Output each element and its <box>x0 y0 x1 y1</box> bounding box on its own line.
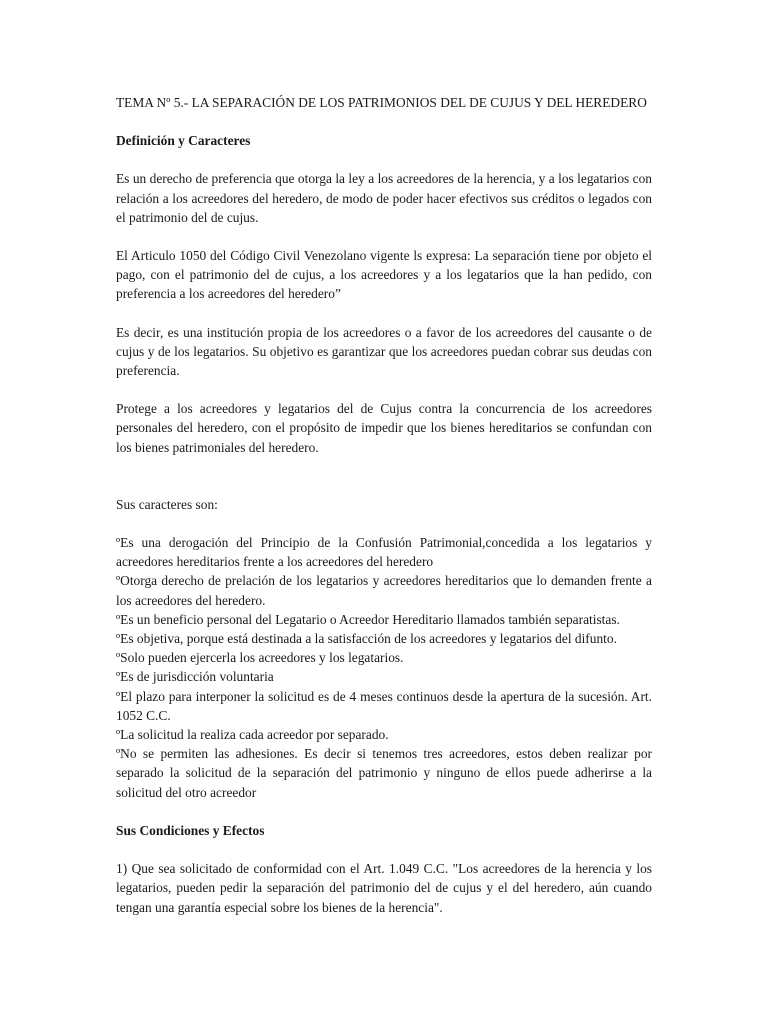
document-page <box>116 93 652 936</box>
section-heading-condiciones: Sus Condiciones y Efectos <box>116 822 265 838</box>
list-item: ºEl plazo para interponer la solicitud es de 4 meses continuos desde la apertura de la sucesión. Art. 1052 C.C. <box>116 688 652 723</box>
list-item: ºOtorga derecho de prelación de los legatarios y acreedores hereditarios que lo demanden frente a los acreedores del heredero. <box>116 573 652 608</box>
paragraph: Protege a los acreedores y legatarios del de Cujus contra la concurrencia de los acreedores personales del heredero, con el propósito de impedir que los bienes hereditarios se confundan con los bienes patrimoniales del heredero. <box>116 401 652 455</box>
caracteres-list <box>116 533 652 802</box>
paragraph: Es un derecho de preferencia que otorga la ley a los acreedores de la herencia, y a los legatarios con relación a los acreedores del heredero, de modo de poder hacer efectivos sus créditos o legados con el patrimonio del de cujus. <box>116 171 652 225</box>
paragraph: El Articulo 1050 del Código Civil Venezolano vigente ls expresa: La separación tiene por objeto el pago, con el patrimonio del de cujus, a los acreedores y a los legatarios que la han pedido, con preferencia a los acreedores del heredero” <box>116 248 652 302</box>
list-item: ºSolo pueden ejercerla los acreedores y los legatarios. <box>116 650 404 666</box>
spacer <box>116 476 652 495</box>
caracteres-intro: Sus caracteres son: <box>116 496 218 512</box>
paragraph: 1) Que sea solicitado de conformidad con el Art. 1.049 C.C. "Los acreedores de la herencia y los legatarios, pueden pedir la separación del patrimonio del de cujus y el del heredero, aún cuando tengan una garantía especial sobre los bienes de la herencia". <box>116 861 652 915</box>
list-item: ºEs una derogación del Principio de la Confusión Patrimonial,concedida a los legatarios y acreedores hereditarios frente a los acreedores del heredero <box>116 535 652 570</box>
list-item: ºEs de jurisdicción voluntaria <box>116 669 274 685</box>
list-item: ºEs un beneficio personal del Legatario o Acreedor Hereditario llamados también separatistas. <box>116 611 620 627</box>
document-title: TEMA Nº 5.- LA SEPARACIÓN DE LOS PATRIMONIOS DEL DE CUJUS Y DEL HEREDERO <box>116 95 647 110</box>
paragraph: Es decir, es una institución propia de los acreedores o a favor de los acreedores del causante o de cujus y de los legatarios. Su objetivo es garantizar que los acreedores puedan cobrar sus deudas con preferencia. <box>116 324 652 379</box>
list-item: ºNo se permiten las adhesiones. Es decir si tenemos tres acreedores, estos deben realizar por separado la solicitud de la separación del patrimonio y ninguno de ellos puede adherirse a la solicitud del otro acreedor <box>116 746 652 800</box>
section-heading-definicion: Definición y Caracteres <box>116 133 251 149</box>
list-item: ºEs objetiva, porque está destinada a la satisfacción de los acreedores y legatarios del difunto. <box>116 631 617 647</box>
list-item: ºLa solicitud la realiza cada acreedor por separado. <box>116 727 389 743</box>
